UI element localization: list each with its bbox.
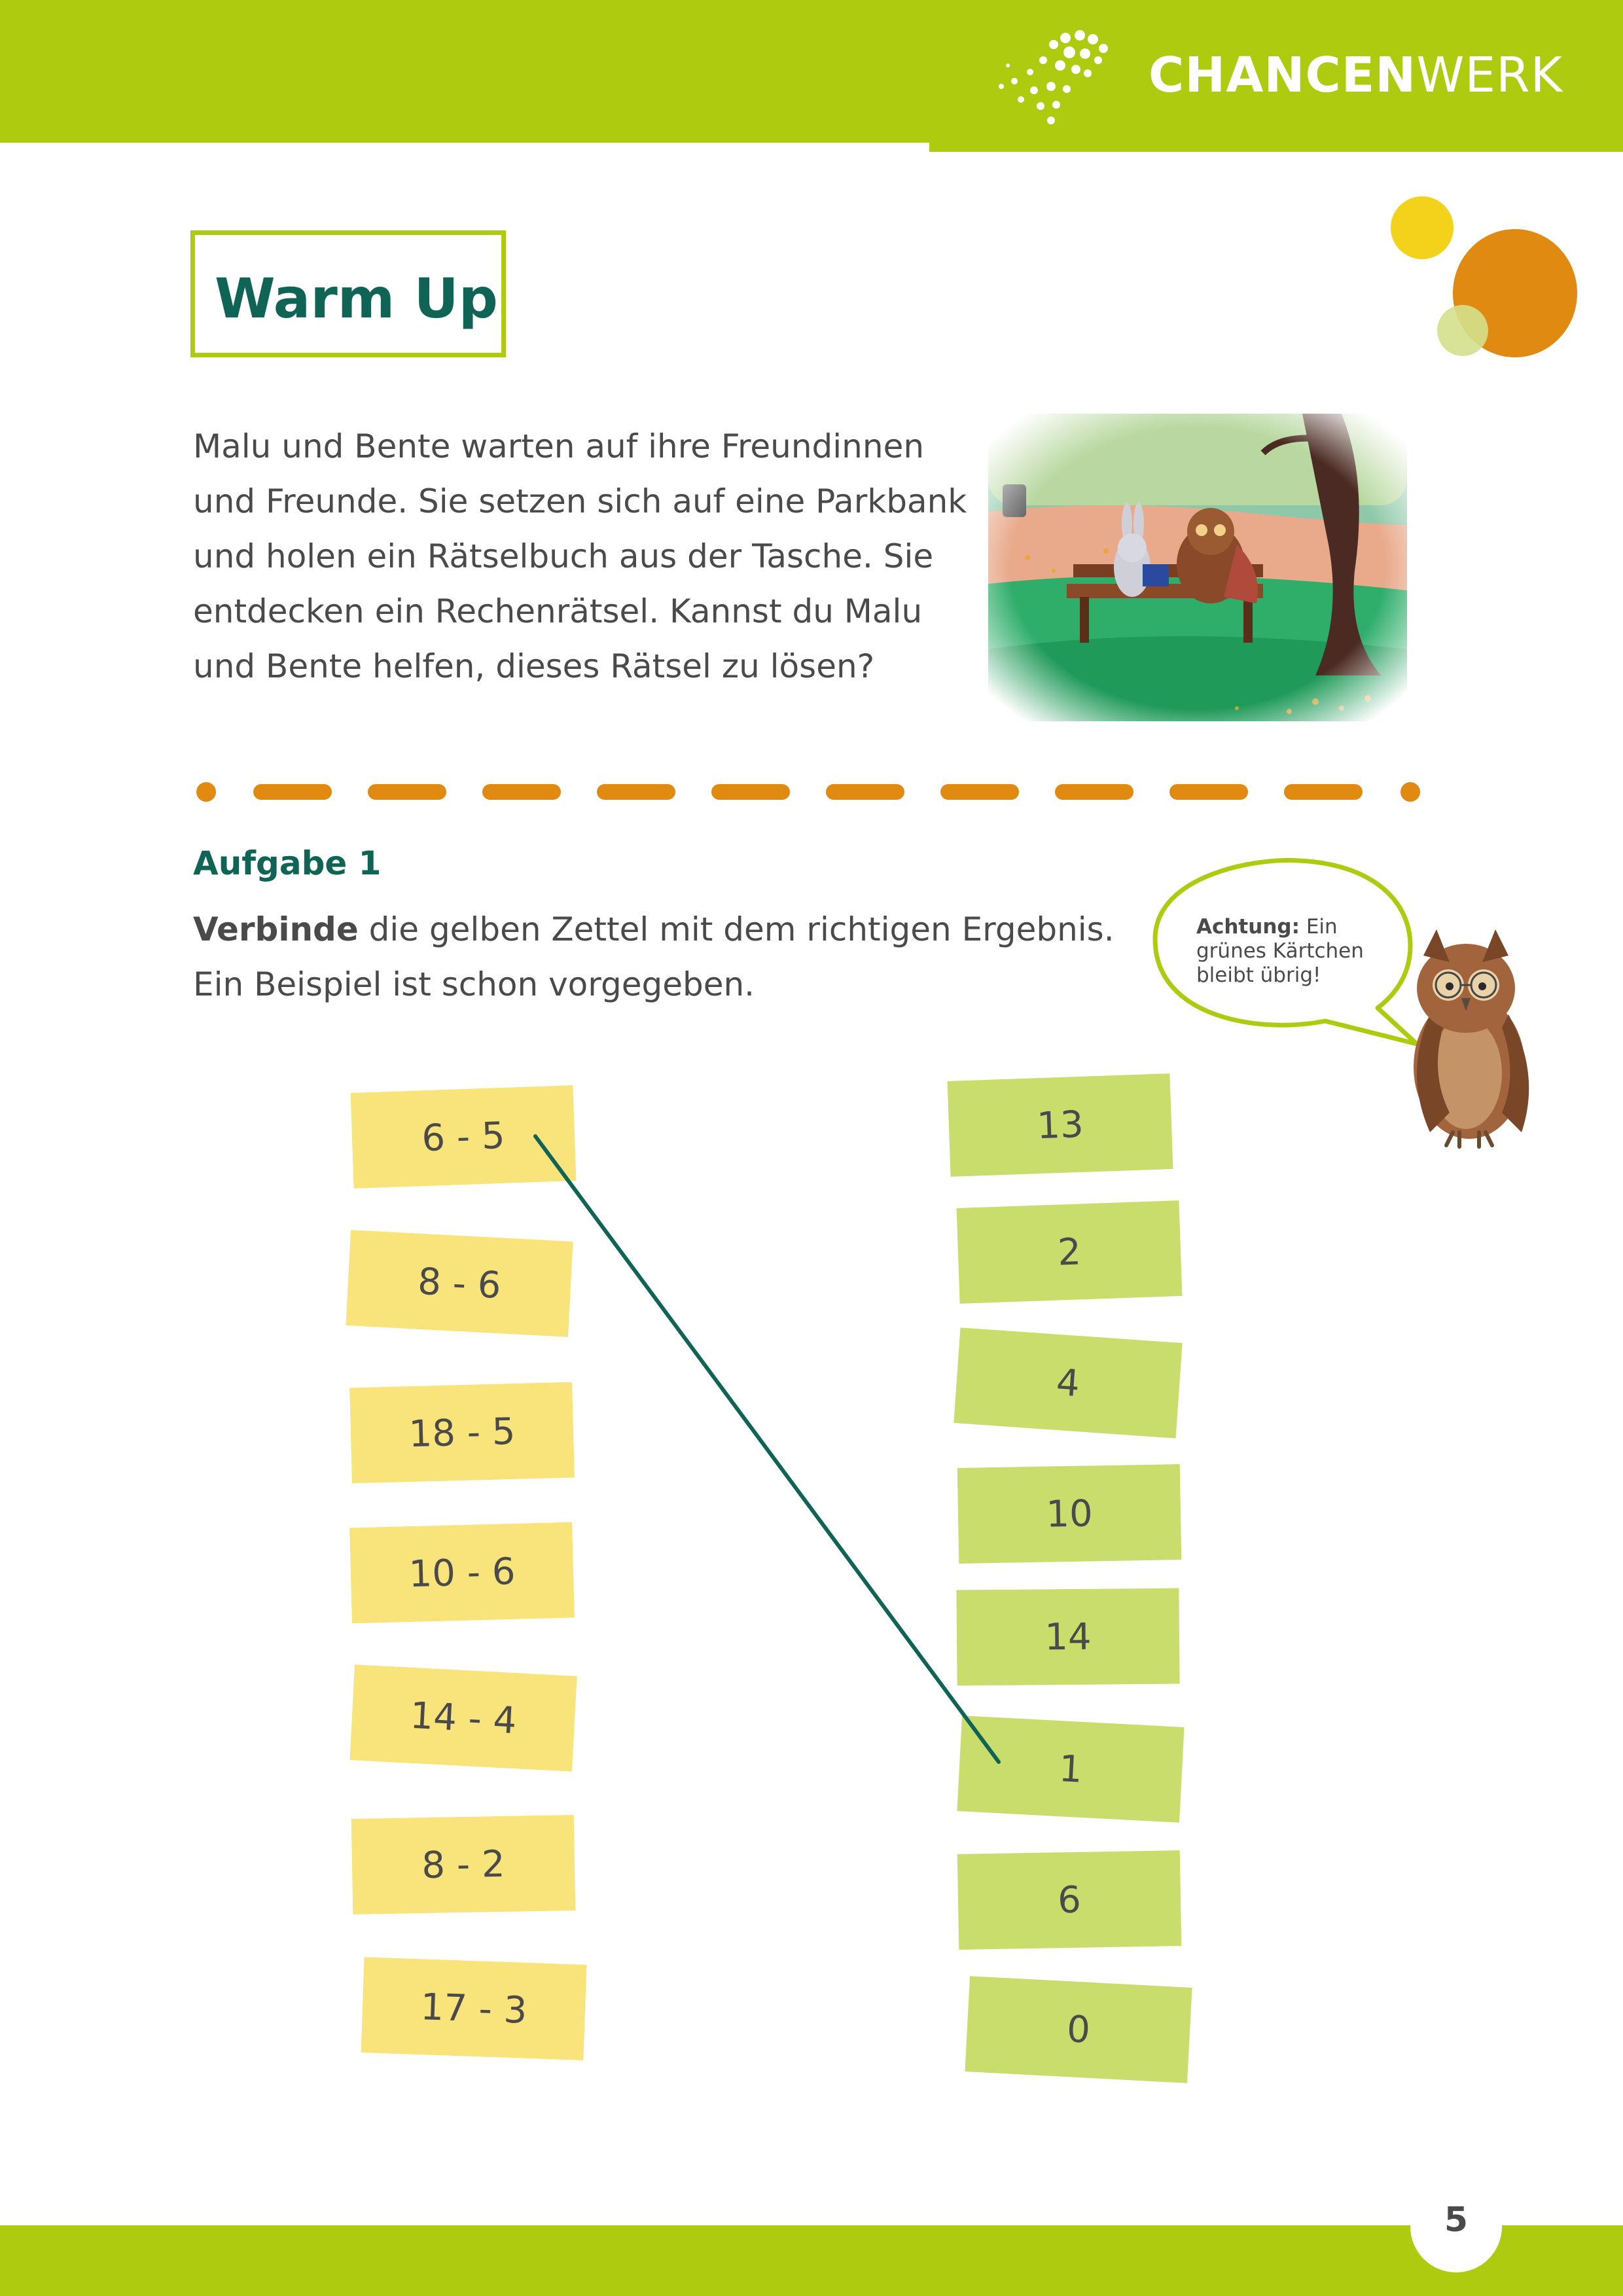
answer-card[interactable]: 4	[954, 1327, 1182, 1438]
hint-text: Achtung: Ein grünes Kärtchen bleibt übrig!	[1196, 915, 1364, 987]
intro-paragraph	[193, 419, 978, 694]
problem-card[interactable]: 8 - 2	[351, 1815, 575, 1914]
owl-illustration	[1391, 916, 1554, 1152]
task-title: Aufgabe 1	[193, 844, 382, 882]
header-band-edge	[0, 143, 929, 153]
answer-card[interactable]: 1	[957, 1715, 1184, 1823]
title-box	[190, 230, 506, 357]
footer-band	[0, 2225, 1623, 2296]
answer-card[interactable]: 10	[957, 1464, 1181, 1564]
instruction-text: die gelben Zettel mit dem richtigen Ergebnis.	[358, 910, 1115, 948]
answer-card[interactable]: 14	[956, 1588, 1179, 1686]
answer-card[interactable]: 2	[957, 1200, 1183, 1304]
deco-circle-lightgreen	[1437, 305, 1488, 356]
problem-card[interactable]: 8 - 6	[346, 1230, 573, 1337]
intro-line: und Freunde. Sie setzen sich auf eine Parkbank	[193, 482, 967, 520]
problem-card[interactable]: 14 - 4	[349, 1664, 577, 1772]
dots-swirl-icon	[988, 26, 1139, 131]
task-instruction	[193, 902, 1115, 1012]
page-number: 5	[1444, 2200, 1469, 2240]
page-title: Warm Up	[215, 266, 498, 331]
page-number-badge	[1410, 2181, 1502, 2272]
intro-line: Malu und Bente warten auf ihre Freundinnen	[193, 427, 925, 465]
answer-card[interactable]: 13	[948, 1073, 1173, 1177]
intro-line: und Bente helfen, dieses Rätsel zu lösen?	[193, 647, 875, 685]
answer-card[interactable]: 0	[965, 1976, 1192, 2083]
intro-line: entdecken ein Rechenrätsel. Kannst du Malu	[193, 592, 923, 630]
answer-card[interactable]: 6	[957, 1850, 1181, 1950]
problem-card[interactable]: 17 - 3	[361, 1957, 587, 2060]
problem-card[interactable]: 6 - 5	[351, 1085, 577, 1189]
chancenwerk-logo	[988, 26, 1563, 131]
park-bench-illustration	[975, 401, 1420, 736]
intro-line: und holen ein Rätselbuch aus der Tasche. Sie	[193, 537, 934, 575]
deco-circle-yellow	[1391, 196, 1454, 259]
instruction-line-2: Ein Beispiel ist schon vorgegeben.	[193, 965, 755, 1003]
instruction-keyword: Verbinde	[193, 910, 359, 948]
problem-card[interactable]: 10 - 6	[349, 1522, 575, 1624]
hint-label: Achtung:	[1196, 915, 1300, 939]
problem-card[interactable]: 18 - 5	[349, 1382, 575, 1484]
dashed-divider	[190, 774, 1427, 813]
brand-name: CHANCENWERK	[1149, 47, 1563, 103]
